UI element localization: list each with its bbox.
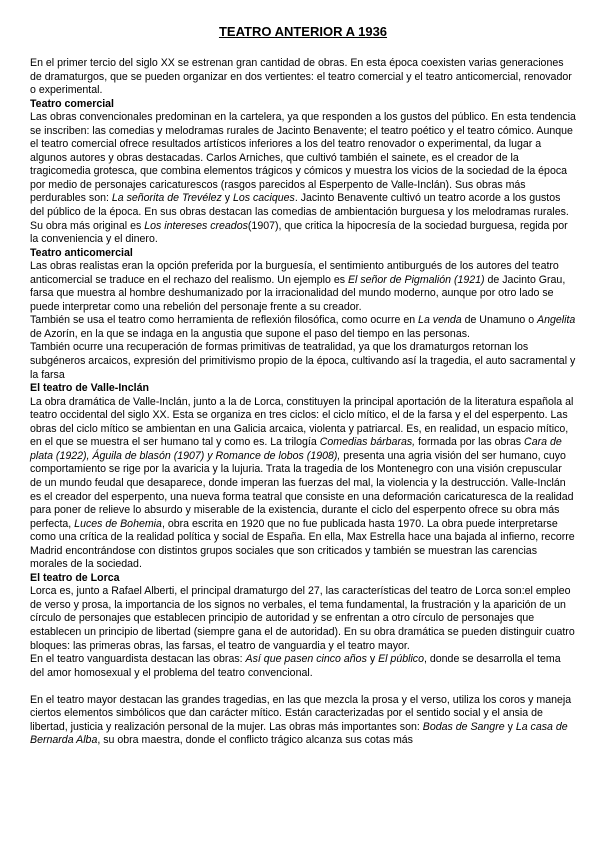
work-title: Los intereses creados [144, 219, 248, 232]
lorca-paragraph-1: Lorca es, junto a Rafael Alberti, el principal dramaturgo del 27, las características del teatro de Lorca son:el empleo de verso y prosa, la importancia de los signos no verbales, el tema fundamental, la frustración y la aparición de un círculo de personajes que establecen principio de autoridad y se enfrentan a otro círculo de personajes que establecen un principio de libertad (siempre gana el de autoridad). En su obra dramática se pueden distinguir cuatro bloques: las primeras obras, las farsas, el teatro de vanguardia y el teatro mayor. [30, 585, 575, 652]
section-heading-comercial: Teatro comercial [30, 97, 114, 110]
section-heading-lorca: El teatro de Lorca [30, 571, 120, 584]
section-heading-anticomercial: Teatro anticomercial [30, 246, 133, 259]
intro-paragraph: En el primer tercio del siglo XX se estrenan gran cantidad de obras. En esta época coexisten varias generaciones de dramaturgos, que se pueden organizar en dos vertientes: el teatro comercial y el teatro anticomercial, renovador o experimental. [30, 57, 572, 97]
work-title: Luces de Bohemia [74, 517, 162, 530]
work-title: El público [378, 653, 424, 666]
paragraph-gap [30, 680, 576, 694]
work-title: Angelita [537, 314, 576, 327]
work-title: La señorita de Trevélez [111, 192, 222, 205]
valle-paragraph: La obra dramática de Valle-Inclán, junto a la de Lorca, constituyen la principal aportación de la literatura española al teatro occidental del siglo XX. Esta se organiza en tres ciclos: el ciclo mítico, el de la farsa y el del esperpento. Las obras del ciclo mítico se ambientan en una Galicia arcaica, violenta y patriarcal. Es, en realidad, un espacio mítico, en el que se muestra el ser humano tal y como es. La trilogía Comedias bárbaras, formada por las obras Cara de plata (1922), Águila de blasón (1907) y Romance de lobos (1908), presenta una agria visión del ser humano, cuyo comportamiento se rige por la avaricia y la lujuria. Trata la tragedia de los Montenegro con una visión crepuscular de un mundo feudal que desaparece, donde imperan las fuerzas del mal, la violencia y la destrucción. Valle-Inclán es el creador del esperpento, una nueva forma teatral que consiste en una deformación caricaturesca de la realidad para poner de relieve lo absurdo y miserable de la existencia, durante el ciclo del esperpento ofrece su obra más perfecta, Luces de Bohemia, obra escrita en 1920 que no fue publicada hasta 1970. La obra puede interpretarse como una crítica de la realidad política y social de España. En ella, Max Estrella hace una bajada al infierno, recorre Madrid encontrándose con distintos grupos sociales que son criticados y también se muestran las carencias morales de la sociedad. [30, 395, 575, 571]
work-title: Bodas de Sangre [422, 720, 505, 733]
lorca-paragraph-3: En el teatro mayor destacan las grandes tragedias, en las que mezcla la prosa y el verso, utiliza los coros y maneja ciertos elementos simbólicos que dan carácter mítico. Están caracterizadas por el sentido social y el ansia de libertad, justicia y realización personal de la mujer. Las obras más importantes son: Bodas de Sangre y La casa de Bernarda Alba, su obra maestra, donde el conflicto trágico alcanza sus cotas más [30, 693, 572, 747]
anticomercial-paragraph-3: También ocurre una recuperación de formas primitivas de teatralidad, ya que los dramaturgos retornan los subgéneros arcaicos, expresión del primitivismo propio de la época, cultivando así la tragedia, el auto sacramental y la farsa [30, 341, 576, 381]
work-title: La venda [418, 314, 462, 327]
anticomercial-paragraph-2: También se usa el teatro como herramienta de reflexión filosófica, como ocurre en La venda de Unamuno o Angelita de Azorín, en la que se indaga en la angustia que supone el paso del tiempo en las personas. [30, 314, 576, 340]
work-title: Comedias bárbaras, [319, 436, 416, 449]
work-title: Así que pasen cinco años [245, 653, 367, 666]
work-title: La casa de Bernarda Alba [30, 720, 568, 747]
section-heading-valle: El teatro de Valle-Inclán [30, 382, 149, 395]
lorca-paragraph-2: En el teatro vanguardista destacan las obras: Así que pasen cinco años y El público, donde se desarrolla el tema del amor homosexual y el problema del teatro convencional. [30, 653, 561, 679]
work-title: Los caciques [232, 192, 295, 205]
comercial-paragraph: Las obras convencionales predominan en la cartelera, ya que responden a los gustos del público. En esta tendencia se inscriben: las comedias y melodramas rurales de Jacinto Benavente; el teatro poético y el teatro cómico. Aunque el teatro comercial ofrece resultados artísticos inferiores a los del teatro renovador o experimental, da lugar a algunos autores y obras destacadas. Carlos Arniches, que cultivó también el sainete, es el creador de la tragicomedia grotesca, que combina elementos trágicos y cómicos y muestra los vicios de la sociedad de la época por medio de personajes caricaturescos (rasgos parecidos al Esperpento de Valle-Inclán). Sus obras más perdurables son: La señorita de Trevélez y Los caciques. Jacinto Benavente cultivó un teatro acorde a los gustos del público de la época. En sus obras destacan las comedias de ambientación burguesa y los melodramas rurales. Su obra más original es Los intereses creados(1907), que critica la hipocresía de la sociedad burguesa, regida por la conveniencia y el dinero. [30, 111, 576, 246]
anticomercial-paragraph-1: Las obras realistas eran la opción preferida por la burguesía, el sentimiento antiburgués de los autores del teatro anticomercial se traduce en el rechazo del realismo. Un ejemplo es El señor de Pigmalión (1921) de Jacinto Grau, farsa que muestra al hombre deshumanizado por la irracionalidad del mundo moderno, aunque por otro lado se puede interpretar como una rebelión del personaje frente a su creador. [30, 260, 566, 313]
work-title: El señor de Pigmalión (1921) [347, 273, 485, 286]
page-title: TEATRO ANTERIOR A 1936 [218, 24, 388, 39]
work-title: Cara de plata (1922), Águila de blasón (1907) y Romance de lobos (1908), [30, 436, 562, 462]
